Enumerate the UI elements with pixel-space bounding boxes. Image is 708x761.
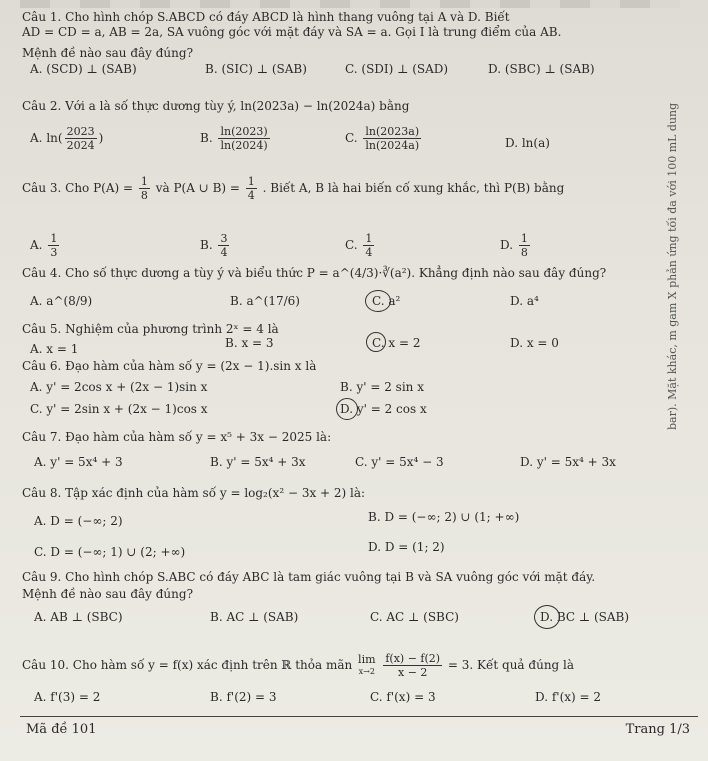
q5-stem: Câu 5. Nghiệm của phương trình 2ˣ = 4 là <box>22 322 279 336</box>
q3-option-c <box>345 232 376 259</box>
q6-option-b: B. y' = 2 sin x <box>340 380 424 394</box>
q3-stem <box>22 175 564 202</box>
q3-option-a <box>30 232 61 259</box>
q3-b-label: B. <box>200 238 213 252</box>
q3-pab-den: 4 <box>247 189 255 202</box>
q10-stem <box>22 652 574 679</box>
side-bleed-text: bar). Mặt khác, m gam X phản ứng tối đa với 100 mL dung <box>666 102 679 430</box>
q2-option-d: D. ln(a) <box>505 136 550 150</box>
q2-option-a: A. ln( $\frac{2023}{2024}$ ) <box>30 125 104 152</box>
q4-option-a: A. a^(8/9) <box>30 294 93 308</box>
q9-stem: Câu 9. Cho hình chóp S.ABC có đáy ABC là tam giác vuông tại B và SA vuông góc với mặt đáy. <box>22 570 596 584</box>
q3-pa-num: 1 <box>140 175 148 188</box>
q3-c-den: 4 <box>365 246 373 259</box>
side-bleed-area <box>644 0 706 440</box>
q2-a-ln: ln <box>46 131 58 145</box>
q10-lim-den: x − 2 <box>398 666 428 679</box>
q2-b-label: B. <box>200 131 213 145</box>
q3-stem-a: Câu 3. Cho P(A) = <box>22 181 134 195</box>
q2-stem: Câu 2. Với a là số thực dương tùy ý, ln(2023a) − ln(2024a) bằng <box>22 99 410 113</box>
q5-option-b: B. x = 3 <box>225 336 274 350</box>
q8-option-d: D. D = (1; 2) <box>368 540 445 554</box>
q3-option-b <box>200 232 231 259</box>
exam-code: Mã đề 101 <box>26 722 97 737</box>
q3-b-num: 3 <box>220 232 228 245</box>
q2-option-b <box>200 125 272 152</box>
q7-option-c: C. y' = 5x⁴ − 3 <box>355 455 444 469</box>
q2-c-label: C. <box>345 131 358 145</box>
q7-stem: Câu 7. Đạo hàm của hàm số y = x⁵ + 3x − 2025 là: <box>22 430 332 444</box>
q10-option-d: D. f'(x) = 2 <box>535 690 602 704</box>
q3-a-den: 3 <box>50 246 58 259</box>
q3-a-num: 1 <box>50 232 58 245</box>
q3-stem-b: và P(A ∪ B) = <box>155 181 240 195</box>
q10-option-b: B. f'(2) = 3 <box>210 690 277 704</box>
q4-option-d: D. a⁴ <box>510 294 539 308</box>
q8-option-a: A. D = (−∞; 2) <box>34 514 123 528</box>
q2-b-den: ln(2024) <box>220 139 268 152</box>
q6-d-selection-mark <box>336 398 358 420</box>
q1-option-c: C. (SDI) ⊥ (SAD) <box>345 62 449 76</box>
q6-stem: Câu 6. Đạo hàm của hàm số y = (2x − 1).sin x là <box>22 359 317 373</box>
q10-lim-sub: x→2 <box>358 666 375 676</box>
q2-a-num: 2023 <box>66 125 95 138</box>
q3-c-num: 1 <box>365 232 373 245</box>
q9-prompt: Mệnh đề nào sau đây đúng? <box>22 587 193 601</box>
q10-option-a: A. f'(3) = 2 <box>34 690 101 704</box>
q1-option-d: D. (SBC) ⊥ (SAB) <box>488 62 595 76</box>
q3-d-label: D. <box>500 238 514 252</box>
q5-option-c: C. x = 2 <box>372 336 421 350</box>
q9-option-a: A. AB ⊥ (SBC) <box>34 610 123 624</box>
q6-option-a: A. y' = 2cos x + (2x − 1)sin x <box>30 380 208 394</box>
q9-option-c: C. AC ⊥ (SBC) <box>370 610 459 624</box>
q3-pa-den: 8 <box>140 189 148 202</box>
q3-d-den: 8 <box>520 246 528 259</box>
q10-lim-num: f(x) − f(2) <box>385 652 441 665</box>
q2-a-den: 2024 <box>66 139 95 152</box>
q5-c-selection-mark <box>366 332 386 352</box>
q3-c-label: C. <box>345 238 358 252</box>
q4-option-c: C. a² <box>372 294 401 308</box>
q4-stem: Câu 4. Cho số thực dương a tùy ý và biểu thức P = a^(4/3)·∛(a²). Khẳng định nào sau đây đúng? <box>22 266 607 280</box>
q1-option-b: B. (SIC) ⊥ (SAB) <box>205 62 307 76</box>
q5-option-a: A. x = 1 <box>30 342 79 356</box>
page-number: Trang 1/3 <box>625 722 690 737</box>
q2-option-c <box>345 125 423 152</box>
q4-option-b: B. a^(17/6) <box>230 294 300 308</box>
q3-option-d <box>500 232 532 259</box>
q1-stem2: AD = CD = a, AB = 2a, SA vuông góc với mặt đáy và SA = a. Gọi I là trung điểm của AB. <box>22 25 562 39</box>
q8-option-b: B. D = (−∞; 2) ∪ (1; +∞) <box>368 510 520 524</box>
q7-option-b: B. y' = 5x⁴ + 3x <box>210 455 306 469</box>
q7-option-a: A. y' = 5x⁴ + 3 <box>34 455 123 469</box>
q10-stem-a: Câu 10. Cho hàm số y = f(x) xác định trên ℝ thỏa mãn <box>22 658 353 672</box>
q5-option-d: D. x = 0 <box>510 336 559 350</box>
q10-stem-b: = 3. Kết quả đúng là <box>447 658 575 672</box>
top-bleed-through <box>20 0 680 8</box>
q7-option-d: D. y' = 5x⁴ + 3x <box>520 455 616 469</box>
q2-a-label: A. <box>30 131 43 145</box>
q10-lim: lim <box>358 652 376 666</box>
q8-option-c: C. D = (−∞; 1) ∪ (2; +∞) <box>34 545 186 559</box>
q9-d-selection-mark <box>534 605 560 629</box>
q1-stem: Câu 1. Cho hình chóp S.ABCD có đáy ABCD là hình thang vuông tại A và D. Biết <box>22 10 510 24</box>
q8-stem: Câu 8. Tập xác định của hàm số y = log₂(x² − 3x + 2) là: <box>22 486 366 500</box>
footer-rule <box>20 716 698 717</box>
q9-option-b: B. AC ⊥ (SAB) <box>210 610 299 624</box>
q10-option-c: C. f'(x) = 3 <box>370 690 436 704</box>
q3-b-den: 4 <box>220 246 228 259</box>
q1-prompt: Mệnh đề nào sau đây đúng? <box>22 46 193 60</box>
q3-pab-num: 1 <box>247 175 255 188</box>
q4-c-selection-mark <box>365 290 391 312</box>
q3-a-label: A. <box>30 238 43 252</box>
q2-c-num: ln(2023a) <box>365 125 420 138</box>
q2-c-den: ln(2024a) <box>365 139 420 152</box>
q6-option-d: D. y' = 2 cos x <box>340 402 427 416</box>
q9-option-d: D. BC ⊥ (SAB) <box>540 610 630 624</box>
q1-option-a: A. (SCD) ⊥ (SAB) <box>30 62 137 76</box>
q2-b-num: ln(2023) <box>220 125 268 138</box>
q3-d-num: 1 <box>520 232 528 245</box>
q3-stem-c: . Biết A, B là hai biến cố xung khắc, thì P(B) bằng <box>262 181 565 195</box>
q6-option-c: C. y' = 2sin x + (2x − 1)cos x <box>30 402 208 416</box>
